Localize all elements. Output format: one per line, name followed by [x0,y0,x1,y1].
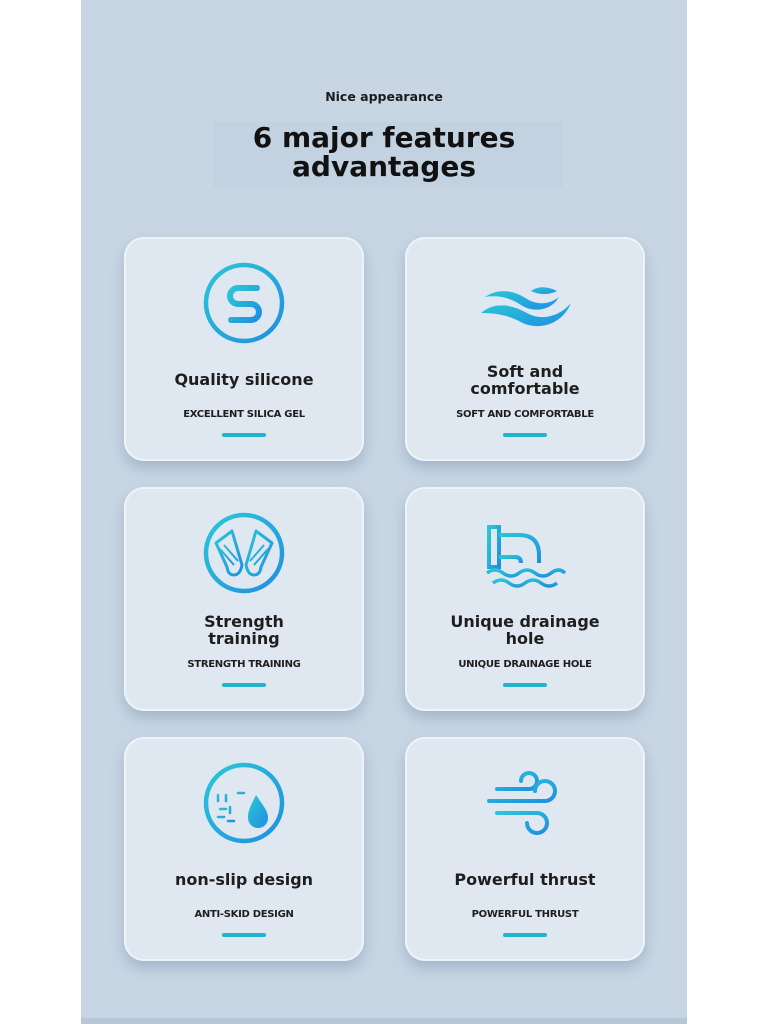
page-title [81,123,687,181]
kicker-text: Nice appearance [325,89,443,104]
feature-label-line-1: Strength [204,612,284,631]
fins-icon [194,505,294,605]
feature-label [413,363,637,397]
water-drop-texture-icon [194,755,294,855]
feature-label: Powerful thrust [454,870,596,889]
accent-bar [503,933,547,937]
title-line-2: advantages [292,150,476,183]
accent-bar [503,433,547,437]
feature-subtitle: ANTI-SKID DESIGN [194,909,294,920]
feature-subtitle: STRENGTH TRAINING [187,659,301,670]
accent-bar [222,433,266,437]
title-line-1: 6 major features [252,121,516,154]
feature-subtitle: POWERFUL THRUST [471,909,579,920]
feature-label: Quality silicone [174,370,314,389]
wind-icon [475,755,575,855]
feature-label-line-2: hole [505,629,545,648]
feature-card-thrust [405,737,645,961]
feature-label-line-1: Soft and [486,362,564,381]
feature-card-silicone [124,237,364,461]
feature-subtitle: EXCELLENT SILICA GEL [183,409,305,420]
feature-card-strength [124,487,364,711]
accent-bar [222,683,266,687]
feature-card-drainage [405,487,645,711]
feature-card-soft [405,237,645,461]
feature-label-line-1: Unique drainage [450,612,600,631]
feature-label: non-slip design [174,870,314,889]
feature-subtitle: SOFT AND COMFORTABLE [456,409,594,420]
drainage-pipe-icon [475,505,575,605]
accent-bar [222,933,266,937]
feature-card-nonslip [124,737,364,961]
feature-label-line-2: comfortable [470,379,580,398]
accent-bar [503,683,547,687]
silicone-s-icon [194,255,294,355]
wave-icon [475,255,575,355]
feature-subtitle: UNIQUE DRAINAGE HOLE [458,659,592,670]
feature-label [132,613,356,647]
feature-label-line-2: training [208,629,280,648]
panel-footer-strip [81,1018,687,1024]
feature-label [413,613,637,647]
